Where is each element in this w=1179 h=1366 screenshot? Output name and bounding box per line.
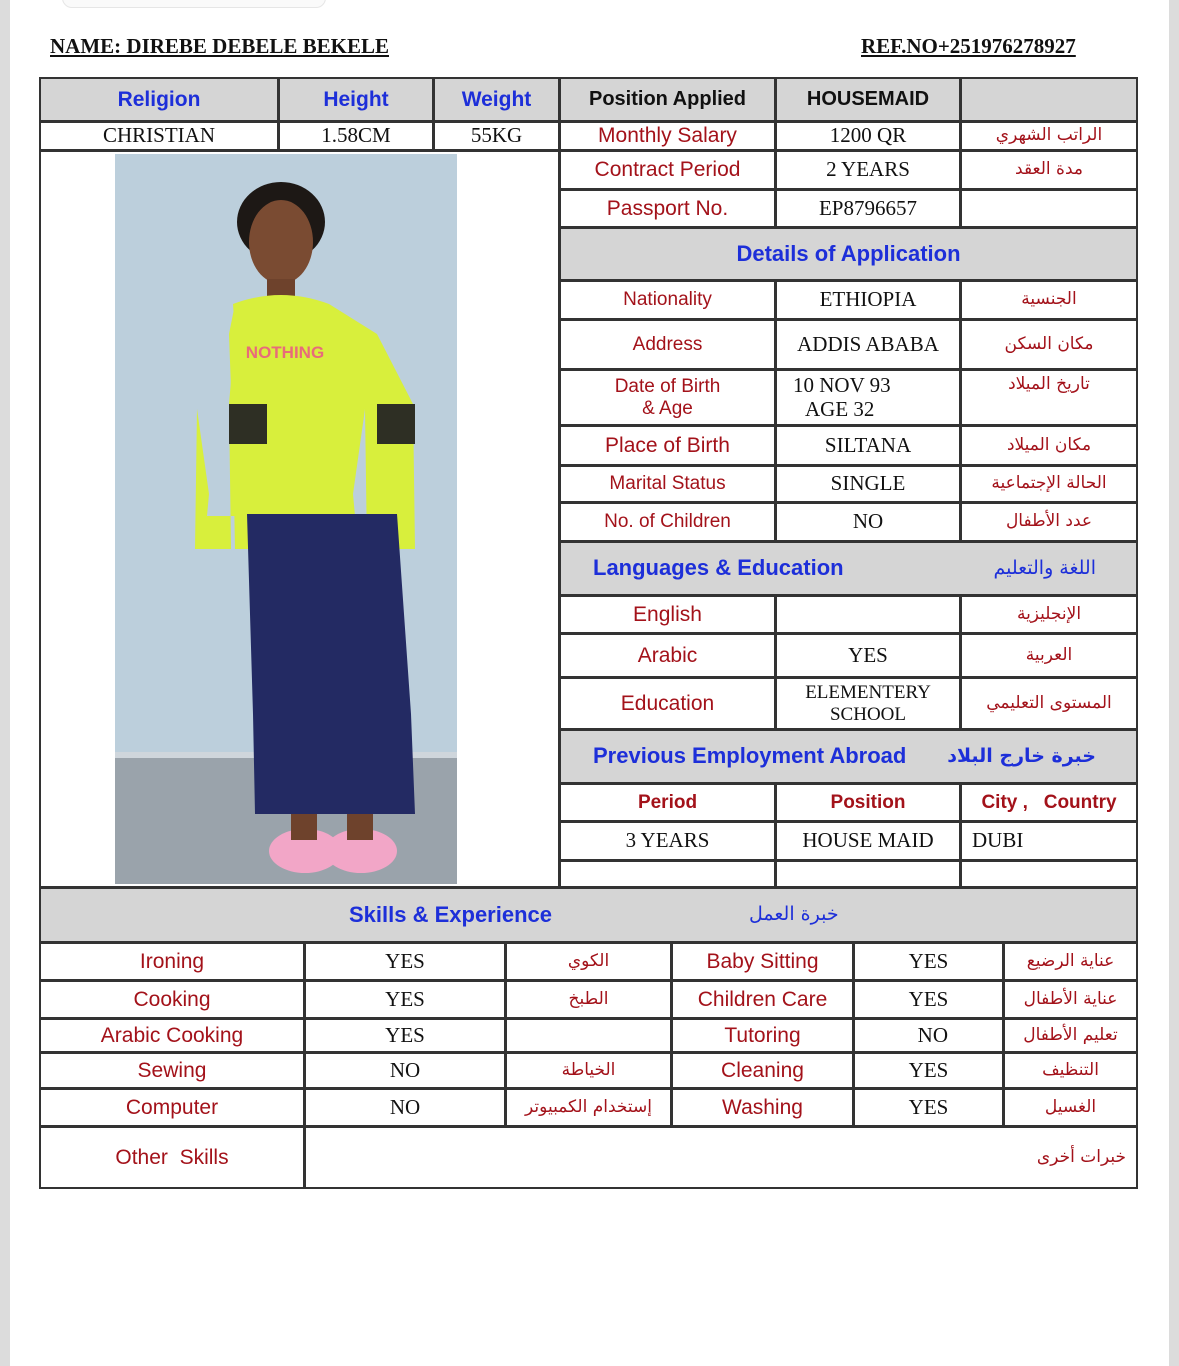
skill-sewing-arabic: الخياطة [505,1052,672,1089]
skill-arabic-cooking-arabic [505,1018,672,1053]
viewer-frame-right [1169,0,1179,1366]
candidate-photo-illustration [115,154,457,884]
languages-section-arabic: اللغة والتعليم [993,556,1096,579]
skill-cleaning-arabic: التنظيف [1003,1052,1138,1089]
english-label: English [559,595,776,634]
employment-col-city: City , Country [960,783,1138,822]
address-arabic: مكان السكن [960,319,1138,370]
skill-computer-label: Computer [39,1088,305,1127]
nationality-arabic: الجنسية [960,280,1138,320]
languages-section-title: Languages & Education [593,555,844,581]
skill-washing-arabic: الغسيل [1003,1088,1138,1127]
employment-col-period: Period [559,783,776,822]
employment-city-value: DUBI [960,821,1138,861]
employment-col-position: Position [775,783,961,822]
arabic-arabic: العربية [960,633,1138,678]
candidate-name: NAME: DIREBE DEBELE BEKELE [50,34,389,58]
skill-sewing-label: Sewing [39,1052,305,1089]
skill-washing-value: YES [853,1088,1004,1127]
skill-tutoring-value: NO [853,1018,1004,1053]
marital-status-label: Marital Status [559,465,776,503]
address-value: ADDIS ABABA [775,319,961,370]
position-applied-value: HOUSEMAID [775,77,961,122]
monthly-salary-arabic: الراتب الشهري [960,121,1138,151]
passport-arabic-blank [960,189,1138,228]
education-value-line1: ELEMENTERY [805,682,931,704]
dob-value [775,369,961,426]
employment-position-value: HOUSE MAID [775,821,961,861]
weight-header: Weight [433,77,560,122]
monthly-salary-value: 1200 QR [775,121,961,151]
employment-section-title: Previous Employment Abroad [593,743,907,769]
height-value: 1.58CM [278,121,434,151]
viewer-frame-left [0,0,10,1366]
children-label: No. of Children [559,502,776,542]
skill-tutoring-label: Tutoring [671,1018,854,1053]
education-arabic: المستوى التعليمي [960,677,1138,730]
arabic-label: Arabic [559,633,776,678]
skills-section-arabic: خبرة العمل [749,903,839,926]
nationality-label: Nationality [559,280,776,320]
marital-status-value: SINGLE [775,465,961,503]
skill-baby-sitting-arabic: عناية الرضيع [1003,942,1138,981]
dob-arabic: تاريخ الميلاد [960,369,1138,426]
employment-empty-1 [559,860,776,888]
children-value: NO [775,502,961,542]
skill-ironing-label: Ironing [39,942,305,981]
nationality-value: ETHIOPIA [775,280,961,320]
religion-header: Religion [39,77,279,122]
other-skills-value [304,1126,1138,1189]
employment-period-value: 3 YEARS [559,821,776,861]
english-arabic: الإنجليزية [960,595,1138,634]
employment-empty-2 [775,860,961,888]
position-applied-label: Position Applied [559,77,776,122]
skill-cooking-value: YES [304,980,506,1019]
other-skills-arabic: خبرات أخرى [1036,1146,1126,1167]
education-value [775,677,961,730]
candidate-photo [115,154,457,884]
dob-value-date: 10 NOV 93 [793,372,891,397]
weight-value: 55KG [433,121,560,151]
employment-section-header [559,729,1138,784]
contract-period-label: Contract Period [559,150,776,190]
skill-cooking-label: Cooking [39,980,305,1019]
passport-value: EP8796657 [775,189,961,228]
skills-section-header [39,887,1138,943]
marital-status-arabic: الحالة الإجتماعية [960,465,1138,503]
skill-arabic-cooking-value: YES [304,1018,506,1053]
skill-tutoring-arabic: تعليم الأطفال [1003,1018,1138,1053]
dob-label-line2: & Age [642,397,693,419]
details-section-title: Details of Application [559,227,1138,281]
shirt-print-text: NOTHING [245,343,325,362]
religion-value: CHRISTIAN [39,121,279,151]
children-arabic: عدد الأطفال [960,502,1138,542]
dob-label-line1: Date of Birth [614,376,721,398]
contract-period-arabic: مدة العقد [960,150,1138,190]
skill-cleaning-label: Cleaning [671,1052,854,1089]
skill-cleaning-value: YES [853,1052,1004,1089]
education-value-line2: SCHOOL [829,703,906,725]
dob-label [559,369,776,426]
skill-arabic-cooking-label: Arabic Cooking [39,1018,305,1053]
contract-period-value: 2 YEARS [775,150,961,190]
top-toolbar-chip[interactable] [62,0,326,8]
skill-baby-sitting-label: Baby Sitting [671,942,854,981]
english-value [775,595,961,634]
reference-number: REF.NO+251976278927 [861,34,1076,58]
height-header: Height [278,77,434,122]
skill-computer-arabic: إستخدام الكمبيوتر [505,1088,672,1127]
employment-section-arabic: خبرة خارج البلاد [947,744,1096,767]
skill-children-care-label: Children Care [671,980,854,1019]
place-of-birth-arabic: مكان الميلاد [960,425,1138,466]
employment-empty-3 [960,860,1138,888]
skill-computer-value: NO [304,1088,506,1127]
skill-ironing-arabic: الكوي [505,942,672,981]
languages-section-header [559,541,1138,596]
passport-label: Passport No. [559,189,776,228]
dob-value-age: AGE 32 [805,396,875,421]
place-of-birth-value: SILTANA [775,425,961,466]
monthly-salary-label: Monthly Salary [559,121,776,151]
position-applied-blank [960,77,1138,122]
skill-children-care-arabic: عناية الأطفال [1003,980,1138,1019]
skill-baby-sitting-value: YES [853,942,1004,981]
skill-cooking-arabic: الطبخ [505,980,672,1019]
skill-ironing-value: YES [304,942,506,981]
other-skills-label: Other Skills [39,1126,305,1189]
education-label: Education [559,677,776,730]
arabic-value: YES [775,633,961,678]
skill-sewing-value: NO [304,1052,506,1089]
skill-washing-label: Washing [671,1088,854,1127]
skill-children-care-value: YES [853,980,1004,1019]
place-of-birth-label: Place of Birth [559,425,776,466]
address-label: Address [559,319,776,370]
skills-section-title: Skills & Experience [349,901,552,927]
